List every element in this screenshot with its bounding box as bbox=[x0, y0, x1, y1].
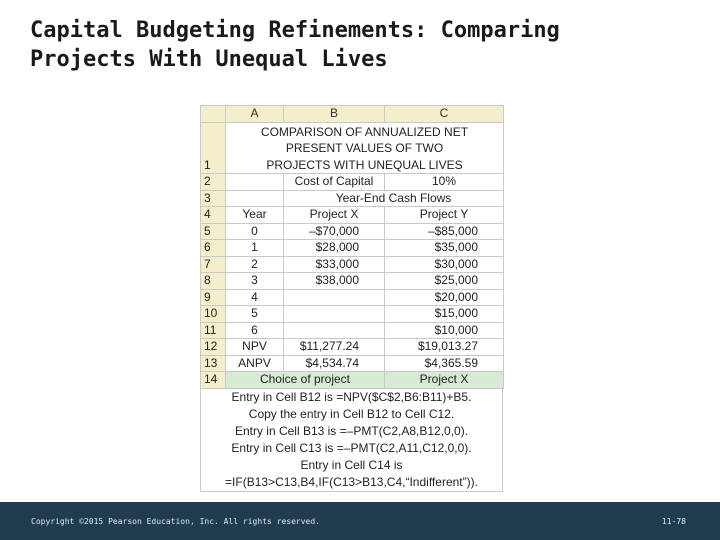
npv-project-y: $19,013.27 bbox=[385, 339, 504, 356]
table-row bbox=[201, 240, 504, 257]
row-number: 7 bbox=[201, 256, 226, 273]
choice-value: Project X bbox=[385, 372, 504, 389]
year-cell: 5 bbox=[226, 306, 284, 323]
table-row bbox=[201, 174, 504, 191]
spreadsheet-figure bbox=[200, 105, 503, 389]
row-number: 10 bbox=[201, 306, 226, 323]
cost-of-capital-label: Cost of Capital bbox=[284, 174, 385, 191]
row-number: 1 bbox=[201, 122, 226, 174]
year-cell: 1 bbox=[226, 240, 284, 257]
project-x-cash-flow: $38,000 bbox=[284, 273, 385, 290]
formula-note: Entry in Cell C13 is =–PMT(C2,A11,C12,0,0). bbox=[231, 441, 472, 455]
table-row bbox=[201, 256, 504, 273]
sheet-title-line: PROJECTS WITH UNEQUAL LIVES bbox=[266, 157, 463, 172]
table-row bbox=[201, 207, 504, 224]
project-y-header: Project Y bbox=[385, 207, 504, 224]
year-cell: 6 bbox=[226, 322, 284, 339]
row-number: 9 bbox=[201, 289, 226, 306]
project-y-cash-flow: –$85,000 bbox=[385, 223, 504, 240]
copyright-text: Copyright ©2015 Pearson Education, Inc. All rights reserved. bbox=[31, 517, 320, 526]
npv-label: NPV bbox=[226, 339, 284, 356]
cell-a3 bbox=[226, 190, 284, 207]
formula-note: =IF(B13>C13,B4,IF(C13>B13,C4,“Indifferent”)). bbox=[225, 475, 478, 489]
npv-project-x: $11,277.24 bbox=[284, 339, 385, 356]
formula-note: Entry in Cell B12 is =NPV($C$2,B6:B11)+B5. bbox=[231, 390, 472, 404]
project-x-cash-flow bbox=[284, 322, 385, 339]
table-row bbox=[201, 273, 504, 290]
sheet-title-line: PRESENT VALUES OF TWO bbox=[285, 141, 444, 155]
row-number: 4 bbox=[201, 207, 226, 224]
slide-title-line-1: Capital Budgeting Refinements: Comparing bbox=[30, 18, 560, 43]
table-row bbox=[201, 289, 504, 306]
choice-label: Choice of project bbox=[226, 372, 385, 389]
sheet-title-line: COMPARISON OF ANNUALIZED NET bbox=[260, 124, 469, 139]
cell-a2 bbox=[226, 174, 284, 191]
anpv-label: ANPV bbox=[226, 355, 284, 372]
row-number: 14 bbox=[201, 372, 226, 389]
project-y-cash-flow: $10,000 bbox=[385, 322, 504, 339]
project-y-cash-flow: $20,000 bbox=[385, 289, 504, 306]
page-number: 11-78 bbox=[661, 517, 686, 526]
formula-note: Entry in Cell B13 is =–PMT(C2,A8,B12,0,0). bbox=[234, 424, 469, 438]
anpv-project-y: $4,365.59 bbox=[385, 355, 504, 372]
project-x-cash-flow: –$70,000 bbox=[284, 223, 385, 240]
column-header-c: C bbox=[385, 106, 504, 123]
year-header: Year bbox=[226, 207, 284, 224]
cost-of-capital-value: 10% bbox=[385, 174, 504, 191]
project-y-cash-flow: $35,000 bbox=[385, 240, 504, 257]
year-cell: 3 bbox=[226, 273, 284, 290]
slide-footer bbox=[0, 502, 720, 540]
table-row bbox=[201, 306, 504, 323]
row-number: 5 bbox=[201, 223, 226, 240]
row-number: 2 bbox=[201, 174, 226, 191]
table-row bbox=[201, 372, 504, 389]
row-number: 13 bbox=[201, 355, 226, 372]
row-number: 11 bbox=[201, 322, 226, 339]
table-row bbox=[201, 339, 504, 356]
project-y-cash-flow: $25,000 bbox=[385, 273, 504, 290]
project-x-cash-flow bbox=[284, 289, 385, 306]
column-header-row bbox=[201, 106, 504, 123]
project-x-header: Project X bbox=[284, 207, 385, 224]
spreadsheet-table bbox=[200, 105, 504, 389]
formula-note: Entry in Cell C14 is bbox=[300, 458, 403, 472]
project-y-cash-flow: $15,000 bbox=[385, 306, 504, 323]
project-x-cash-flow: $28,000 bbox=[284, 240, 385, 257]
year-cell: 0 bbox=[226, 223, 284, 240]
row-number: 8 bbox=[201, 273, 226, 290]
table-row bbox=[201, 355, 504, 372]
year-cell: 2 bbox=[226, 256, 284, 273]
project-x-cash-flow bbox=[284, 306, 385, 323]
table-row bbox=[201, 322, 504, 339]
row-number: 3 bbox=[201, 190, 226, 207]
project-y-cash-flow: $30,000 bbox=[385, 256, 504, 273]
column-header-b: B bbox=[284, 106, 385, 123]
row-number: 12 bbox=[201, 339, 226, 356]
slide-title-line-2: Projects With Unequal Lives bbox=[30, 47, 388, 72]
table-row bbox=[201, 223, 504, 240]
cash-flow-rows bbox=[201, 223, 504, 339]
project-x-cash-flow: $33,000 bbox=[284, 256, 385, 273]
row-number: 6 bbox=[201, 240, 226, 257]
table-row bbox=[201, 122, 504, 174]
table-row bbox=[201, 190, 504, 207]
corner-cell bbox=[201, 106, 226, 123]
slide-title bbox=[30, 16, 690, 74]
year-cell: 4 bbox=[226, 289, 284, 306]
formula-notes bbox=[200, 387, 503, 492]
formula-note: Copy the entry in Cell B12 to Cell C12. bbox=[248, 407, 455, 421]
column-header-a: A bbox=[226, 106, 284, 123]
cash-flows-label: Year-End Cash Flows bbox=[284, 190, 504, 207]
sheet-title-cell bbox=[226, 122, 504, 174]
anpv-project-x: $4,534.74 bbox=[284, 355, 385, 372]
